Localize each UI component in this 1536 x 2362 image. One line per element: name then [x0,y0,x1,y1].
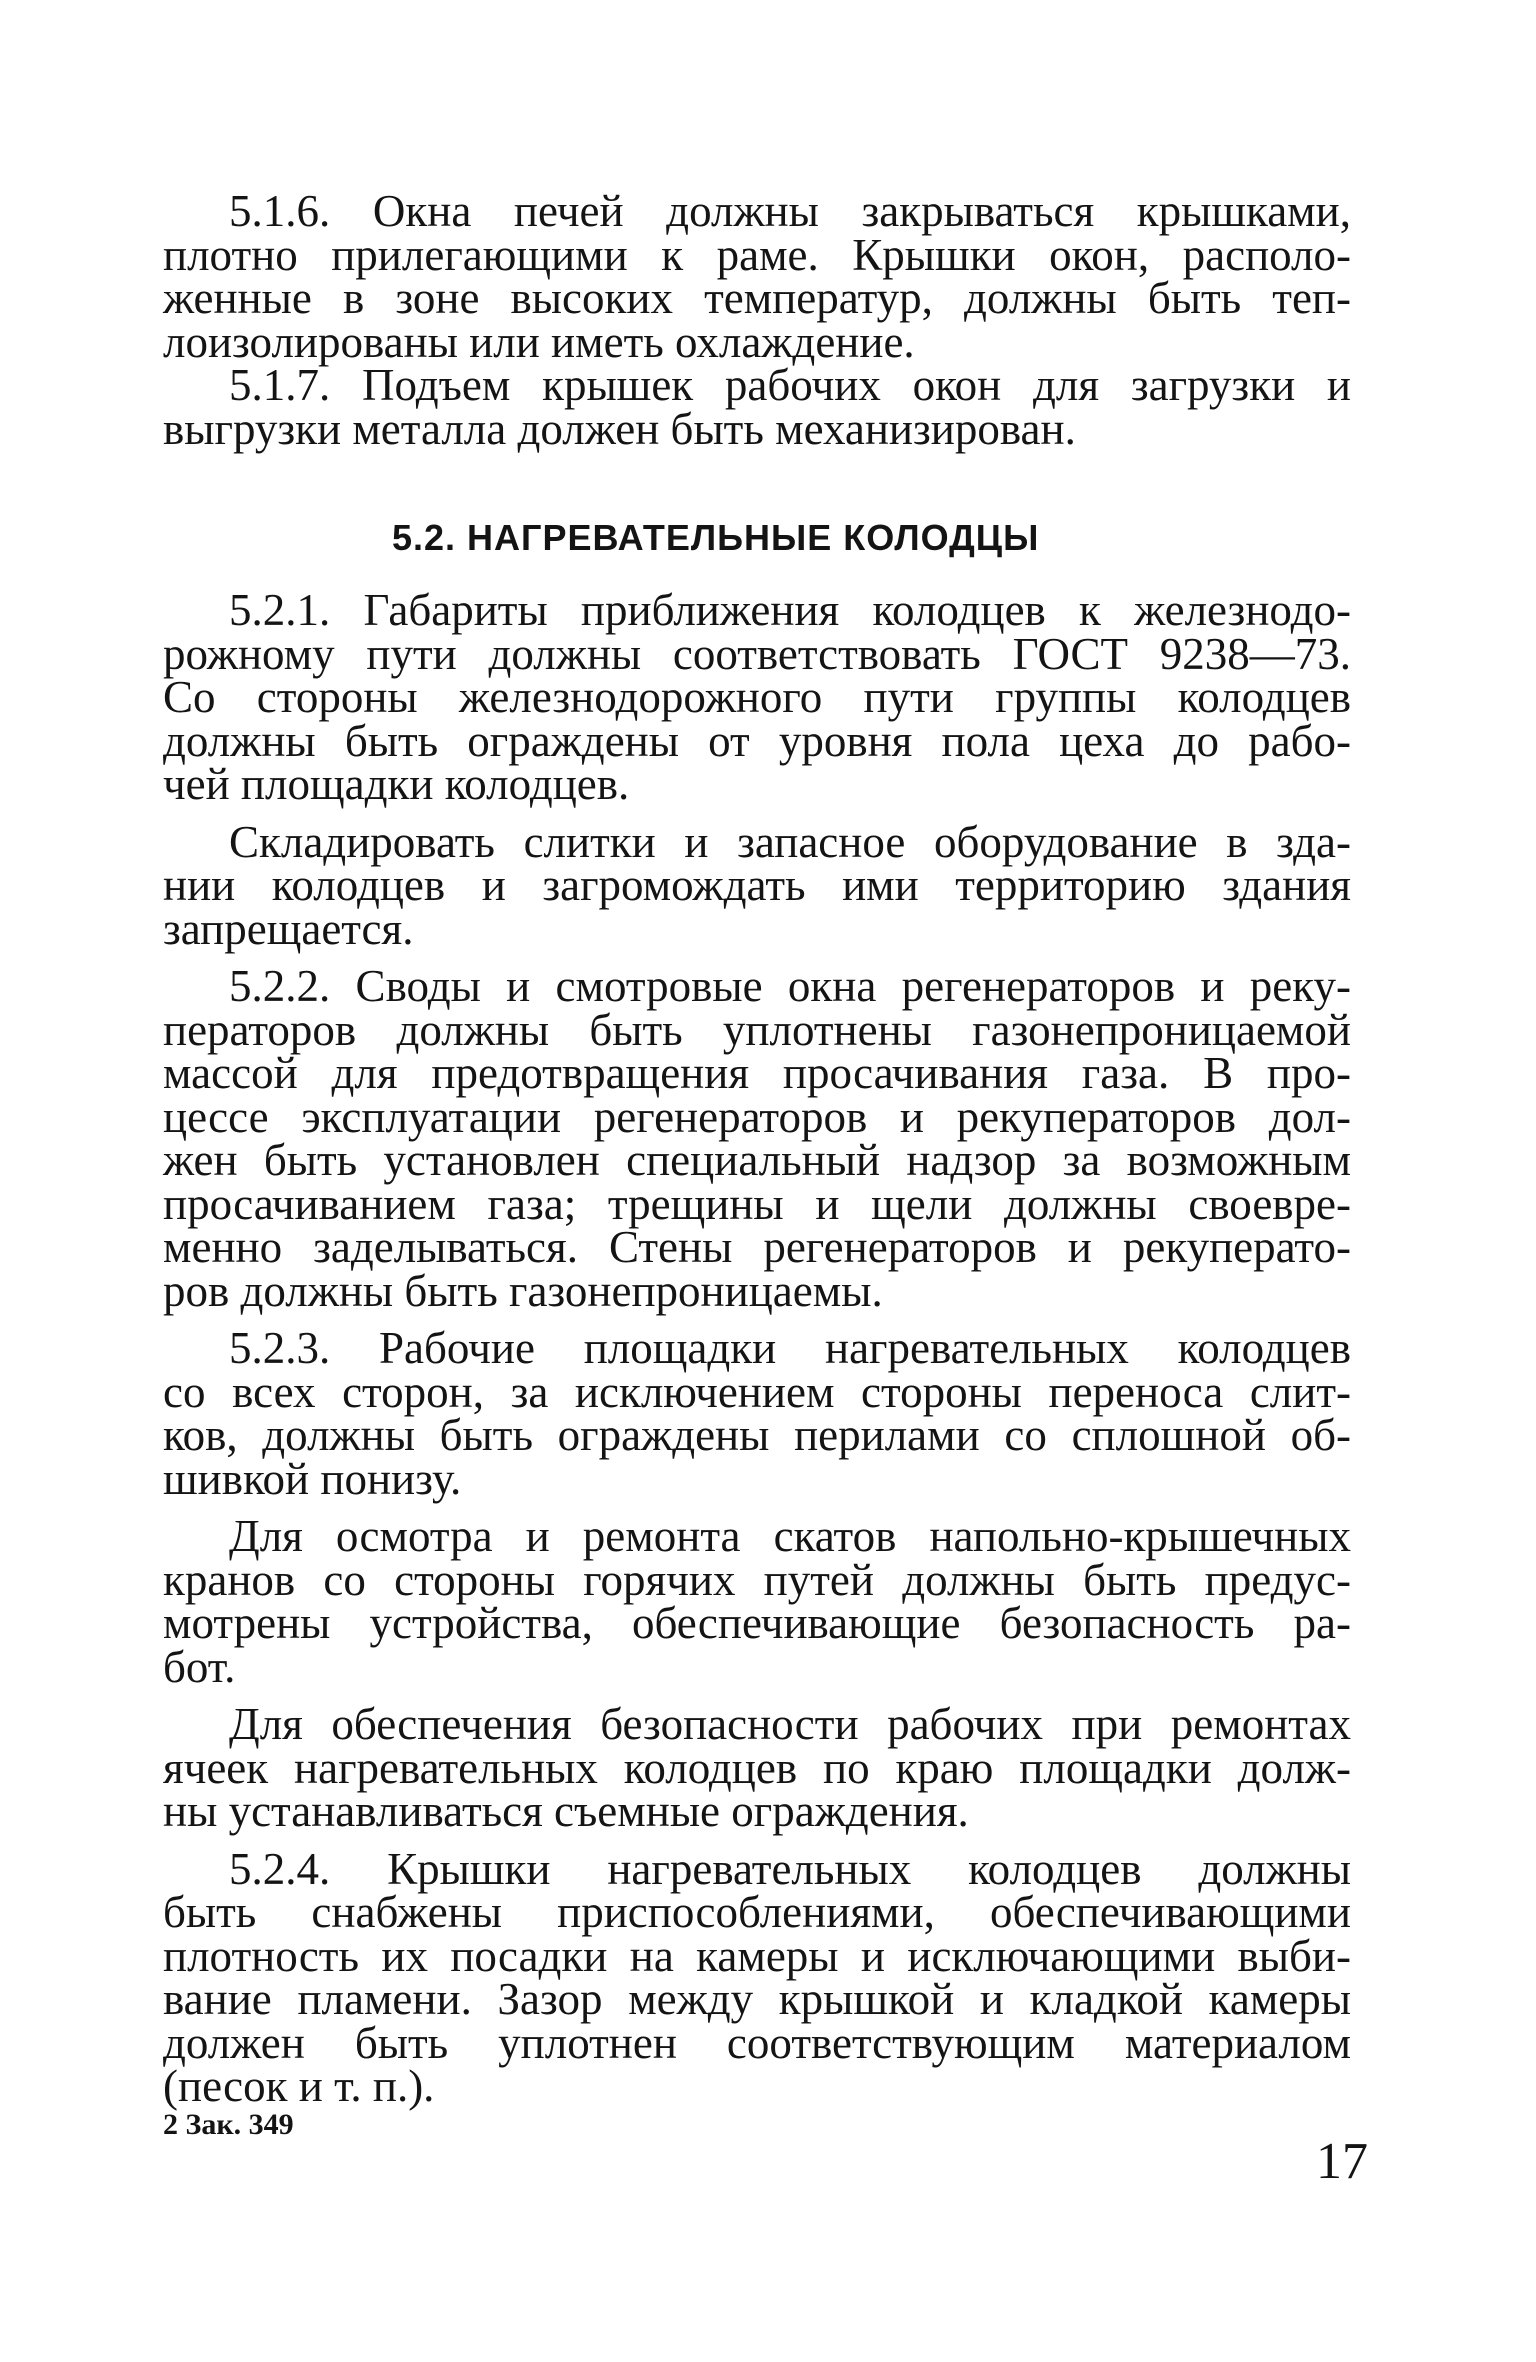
paragraph-5-2-4 [163,1843,1351,2111]
text-line: ячеек нагревательных колодцев по краю площадки долж- [163,1742,1351,1793]
text-line: (песок и т. п.). [163,2061,435,2111]
text-line: шивкой понизу. [163,1453,462,1504]
text-line: нии колодцев и загромождать ими территорию здания [163,860,1351,910]
text-line: цессе эксплуатации регенераторов и рекуператоров дол- [163,1091,1351,1142]
text-line: Для обеспечения безопасности рабочих при ремонтах [229,1699,1351,1749]
text-line: лоизолированы или иметь охлаждение. [163,316,915,367]
text-line: рожному пути должны соответствовать ГОСТ 9238—73. [163,628,1351,679]
text-line: женные в зоне высоких температур, должны быть теп- [163,273,1351,323]
paragraph-safety [163,1699,1351,1836]
text-line: со всех сторон, за исключением стороны переноса слит- [163,1366,1351,1417]
text-line: плотно прилегающими к раме. Крышки окон, располо- [163,229,1351,280]
paragraph-storage [163,816,1351,954]
text-line: ков, должны быть ограждены перилами со сплошной об- [163,1410,1351,1460]
text-line: вание пламени. Зазор между крышкой и кладкой камеры [163,1974,1351,2024]
paragraph-inspection [163,1511,1351,1692]
paragraph-5-1-6 [163,186,1351,367]
text-line: Со стороны железнодорожного пути группы колодцев [163,672,1351,722]
text-line: 5.2.4. Крышки нагревательных колодцев должны [229,1843,1351,1894]
text-line: бот. [163,1641,236,1692]
text-line: Складировать слитки и запасное оборудование в зда- [229,816,1351,867]
text-line: просачиванием газа; трещины и щели должны своевре- [163,1178,1351,1229]
text-line: мотрены устройства, обеспечивающие безопасность ра- [163,1598,1351,1648]
text-line: должен быть уплотнен соответствующим материалом [163,2017,1351,2068]
text-line: Для осмотра и ремонта скатов напольно-крышечных [229,1511,1351,1561]
text-line: ны устанавливаться съемные ограждения. [163,1786,969,1836]
text-line: быть снабжены приспособлениями, обеспечивающими [163,1887,1351,1937]
paragraph-5-2-2 [163,961,1351,1316]
text-line: должны быть ограждены от уровня пола цеха до рабо- [163,715,1351,766]
text-line: 5.2.1. Габариты приближения колодцев к железнодо- [229,585,1351,635]
paragraph-5-1-7 [163,360,1351,454]
text-line: плотность их посадки на камеры и исключающими выби- [163,1930,1351,1981]
text-line: 5.2.2. Своды и смотровые окна регенераторов и реку- [229,961,1351,1011]
text-line: 5.1.6. Окна печей должны закрываться крышками, [229,186,1351,236]
text-line: запрещается. [163,903,414,954]
text-line: менно заделываться. Стены регенераторов и рекуперато- [163,1222,1351,1272]
text-line: массой для предотвращения просачивания газа. В про- [163,1048,1351,1098]
text-line: ператоров должны быть уплотнены газонепроницаемой [163,1004,1351,1055]
page-number: 17 [1316,2133,1368,2190]
text-line: чей площадки колодцев. [163,759,630,809]
text-line: выгрузки металла должен быть механизирован. [163,403,1076,454]
paragraph-5-2-1 [163,585,1351,809]
text-line: 5.2.3. Рабочие площадки нагревательных колодцев [229,1323,1351,1373]
text-line: ров должны быть газонепроницаемы. [163,1265,883,1316]
paragraph-5-2-3 [163,1323,1351,1504]
order-note: 2 Зак. 349 [163,2108,294,2141]
text-line: кранов со стороны горячих путей должны быть предус- [163,1554,1351,1605]
section-heading: 5.2. НАГРЕВАТЕЛЬНЫЕ КОЛОДЦЫ [392,517,1040,558]
text-line: 5.1.7. Подъем крышек рабочих окон для загрузки и [229,360,1351,410]
document-page [163,186,1351,2111]
text-line: жен быть установлен специальный надзор за возможным [163,1135,1351,1185]
